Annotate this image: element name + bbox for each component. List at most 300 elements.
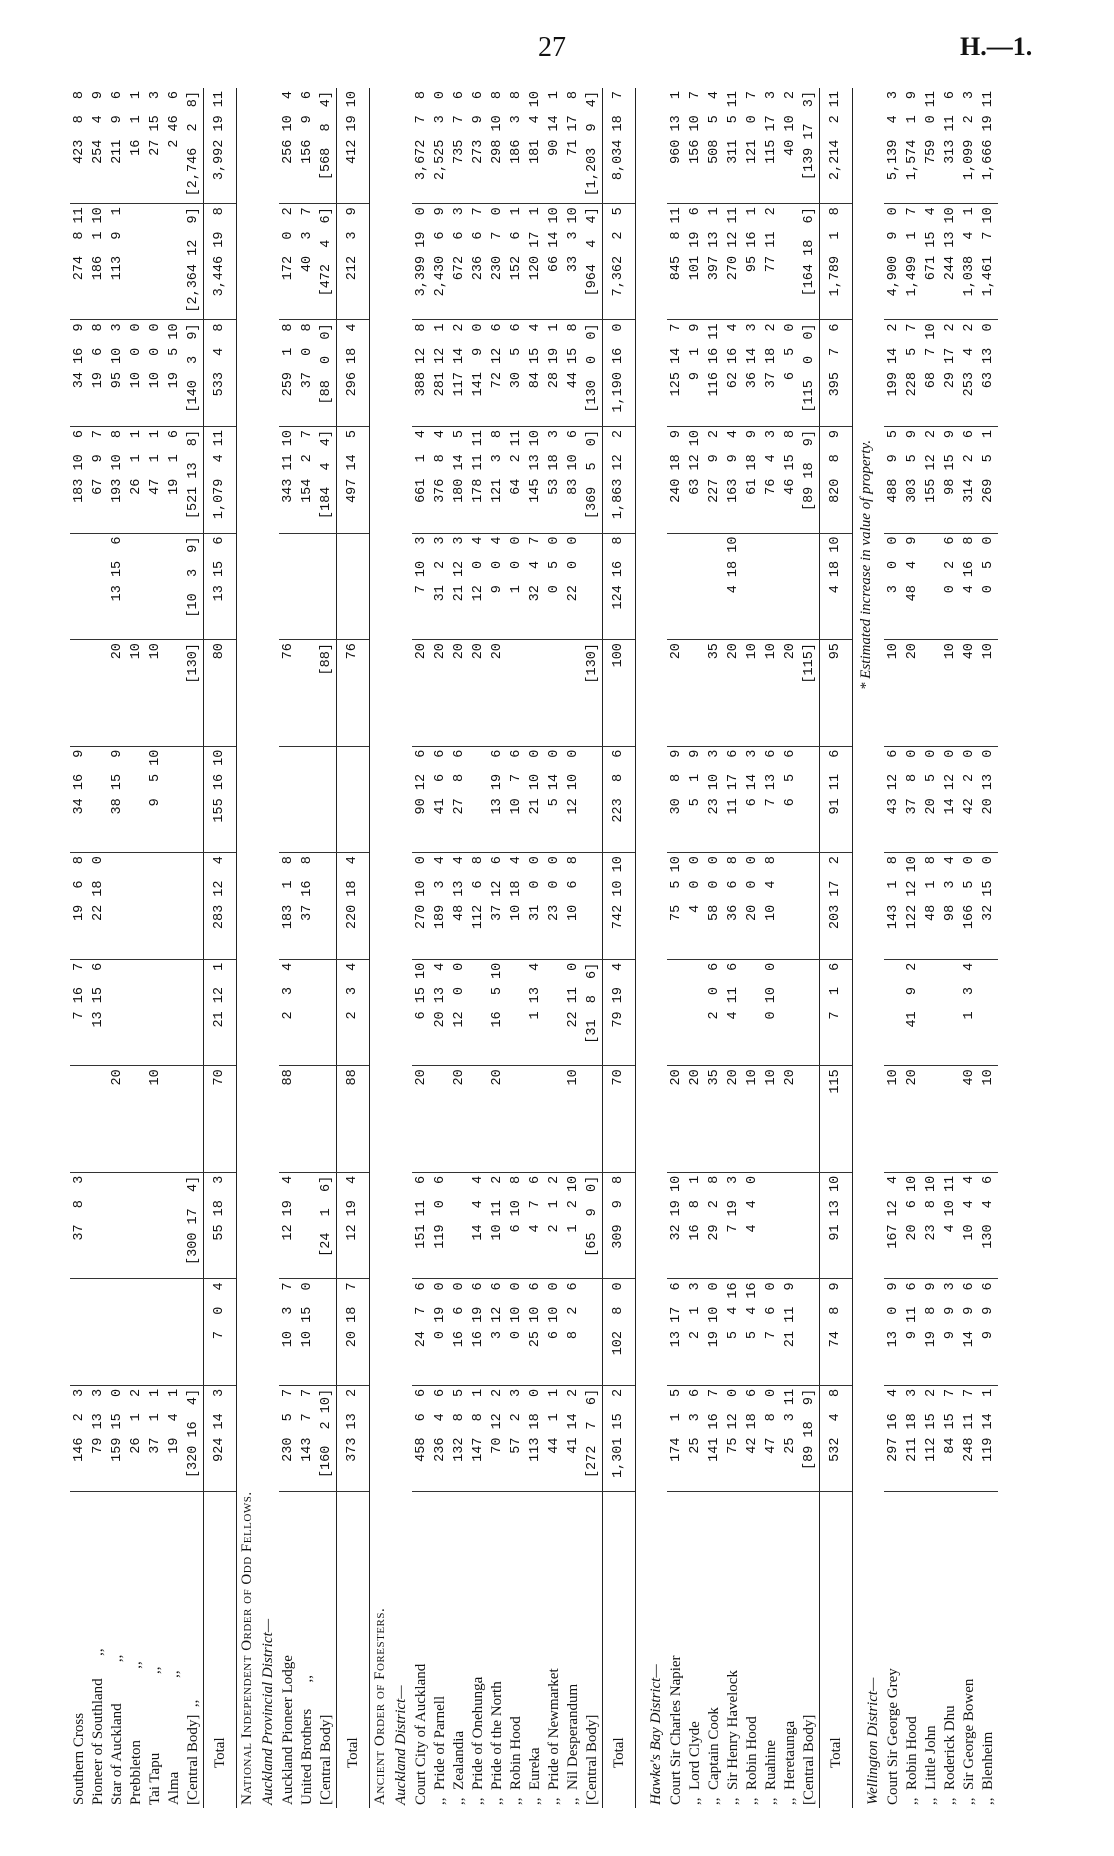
table-cell: 373 13 2 bbox=[337, 1385, 370, 1492]
table-row bbox=[960, 88, 979, 1808]
table-cell: 423 8 8 bbox=[70, 88, 89, 204]
table-cell: 9 11 6 bbox=[903, 1279, 922, 1386]
table-cell: 388 12 8 bbox=[412, 320, 431, 427]
table-cell: 20 13 4 bbox=[431, 959, 450, 1066]
table-cell bbox=[298, 1066, 317, 1173]
table-row bbox=[564, 88, 583, 1808]
table-cell bbox=[564, 640, 583, 747]
row-label: [Central Body] bbox=[801, 1714, 817, 1805]
table-cell: 270 10 0 bbox=[412, 853, 431, 960]
table-cell: 458 6 6 bbox=[412, 1385, 431, 1492]
table-cell: 10 4 8 bbox=[762, 853, 781, 960]
total-row bbox=[204, 88, 237, 1808]
table-cell bbox=[146, 959, 165, 1066]
table-cell: 55 18 3 bbox=[204, 1172, 237, 1279]
table-cell bbox=[469, 746, 488, 853]
table-cell bbox=[317, 959, 337, 1066]
table-cell bbox=[89, 746, 108, 853]
table-cell bbox=[184, 959, 204, 1066]
table-cell: 36 6 8 bbox=[724, 853, 743, 960]
row-label: ,, Heretaunga bbox=[782, 1720, 798, 1805]
row-label: Tai Tapu ,, bbox=[147, 1666, 163, 1805]
table-cell: [272 7 6] bbox=[583, 1385, 603, 1492]
table-row bbox=[762, 88, 781, 1808]
table-cell bbox=[743, 959, 762, 1066]
table-cell: 159 15 0 bbox=[108, 1385, 127, 1492]
table-cell: 311 5 11 bbox=[724, 88, 743, 204]
table-cell: 11 17 6 bbox=[724, 746, 743, 853]
table-cell: 20 bbox=[412, 640, 431, 747]
table-cell: 32 4 7 bbox=[526, 533, 545, 640]
table-cell: 532 4 8 bbox=[820, 1385, 853, 1492]
table-cell: 0 5 0 bbox=[545, 533, 564, 640]
table-cell: 274 8 11 bbox=[70, 204, 89, 320]
table-cell: 20 bbox=[903, 1066, 922, 1173]
table-cell: 0 5 0 bbox=[979, 533, 998, 640]
row-label: ,, Zealandia bbox=[451, 1730, 467, 1805]
table-cell: 37 0 8 bbox=[298, 320, 317, 427]
table-cell: 7 6 0 bbox=[762, 1279, 781, 1386]
table-cell bbox=[279, 746, 298, 853]
table-cell: 115 bbox=[820, 1066, 853, 1173]
table-cell: 273 9 6 bbox=[469, 88, 488, 204]
table-cell: [140 3 9] bbox=[184, 320, 204, 427]
table-cell: 102 8 0 bbox=[603, 1279, 636, 1386]
table-cell: 19 10 0 bbox=[705, 1279, 724, 1386]
table-cell: 672 6 3 bbox=[450, 204, 469, 320]
table-row bbox=[583, 88, 603, 1808]
table-cell bbox=[545, 959, 564, 1066]
table-cell: 29 17 2 bbox=[941, 320, 960, 427]
table-cell: 21 12 1 bbox=[204, 959, 237, 1066]
table-cell: 95 10 3 bbox=[108, 320, 127, 427]
table-cell bbox=[667, 959, 686, 1066]
table-cell: 57 2 3 bbox=[507, 1385, 526, 1492]
table-cell: 44 15 8 bbox=[564, 320, 583, 427]
table-cell: 211 18 3 bbox=[903, 1385, 922, 1492]
table-cell: 283 12 4 bbox=[204, 853, 237, 960]
table-cell: 41 9 2 bbox=[903, 959, 922, 1066]
table-cell bbox=[800, 1279, 820, 1386]
table-cell: 90 14 1 bbox=[545, 88, 564, 204]
table-cell: 21 10 0 bbox=[526, 746, 545, 853]
table-cell bbox=[545, 640, 564, 747]
table-cell: 14 12 0 bbox=[941, 746, 960, 853]
table-row bbox=[450, 88, 469, 1808]
table-cell: 309 9 8 bbox=[603, 1172, 636, 1279]
table-cell bbox=[184, 1066, 204, 1173]
table-cell: 40 bbox=[960, 640, 979, 747]
table-cell: 143 7 7 bbox=[298, 1385, 317, 1492]
table-cell: [88] bbox=[317, 640, 337, 747]
table-cell: 116 16 11 bbox=[705, 320, 724, 427]
table-cell: 40 bbox=[960, 1066, 979, 1173]
table-cell: 10 bbox=[564, 1066, 583, 1173]
table-cell: 735 7 6 bbox=[450, 88, 469, 204]
table-cell: 125 14 7 bbox=[667, 320, 686, 427]
row-label: ,, Little John bbox=[923, 1725, 939, 1805]
table-cell bbox=[165, 746, 184, 853]
table-cell: 71 17 8 bbox=[564, 88, 583, 204]
table-cell: 20 bbox=[108, 1066, 127, 1173]
table-cell: 4 16 8 bbox=[960, 533, 979, 640]
table-cell: 155 16 10 bbox=[204, 746, 237, 853]
table-cell: 13 17 6 bbox=[667, 1279, 686, 1386]
table-cell: 254 4 9 bbox=[89, 88, 108, 204]
table-row bbox=[431, 88, 450, 1808]
table-cell: 10 bbox=[146, 640, 165, 747]
table-cell bbox=[298, 640, 317, 747]
table-cell: 10 15 0 bbox=[298, 1279, 317, 1386]
table-cell: 0 19 0 bbox=[431, 1279, 450, 1386]
table-cell: 30 5 6 bbox=[507, 320, 526, 427]
table-cell: 84 15 7 bbox=[941, 1385, 960, 1492]
table-cell bbox=[70, 533, 89, 640]
row-label: Total bbox=[204, 1492, 237, 1808]
table-cell: 33 3 10 bbox=[564, 204, 583, 320]
subsection-heading-row bbox=[258, 88, 279, 1808]
row-label: Alma ,, bbox=[166, 1670, 182, 1805]
table-cell: 244 13 10 bbox=[941, 204, 960, 320]
table-cell: 35 bbox=[705, 1066, 724, 1173]
table-cell: 7 13 6 bbox=[762, 746, 781, 853]
table-cell: 47 8 0 bbox=[762, 1385, 781, 1492]
table-cell: 10 bbox=[743, 1066, 762, 1173]
table-row bbox=[412, 88, 431, 1808]
table-cell: 20 6 10 bbox=[903, 1172, 922, 1279]
table-cell: 230 5 7 bbox=[279, 1385, 298, 1492]
row-label: Total bbox=[337, 1492, 370, 1808]
table-cell: 20 bbox=[667, 640, 686, 747]
table-cell: 4 0 0 bbox=[686, 853, 705, 960]
table-cell: 6 10 8 bbox=[507, 1172, 526, 1279]
row-label: ,, Sir George Bowen bbox=[961, 1678, 977, 1805]
table-cell bbox=[165, 1066, 184, 1173]
table-cell: 46 15 8 bbox=[781, 427, 800, 534]
table-cell bbox=[743, 533, 762, 640]
row-label: Southern Cross bbox=[71, 1712, 87, 1805]
table-cell: 14 9 6 bbox=[960, 1279, 979, 1386]
table-cell: 227 9 2 bbox=[705, 427, 724, 534]
table-cell: 12 0 4 bbox=[469, 533, 488, 640]
table-cell: 31 2 3 bbox=[431, 533, 450, 640]
table-cell: 13 19 6 bbox=[488, 746, 507, 853]
table-cell: 53 18 3 bbox=[545, 427, 564, 534]
table-cell: 1,099 2 3 bbox=[960, 88, 979, 204]
table-cell bbox=[108, 1279, 127, 1386]
table-cell bbox=[89, 1172, 108, 1279]
table-cell bbox=[686, 533, 705, 640]
table-cell: 1,666 19 11 bbox=[979, 88, 998, 204]
table-cell: 8 2 6 bbox=[564, 1279, 583, 1386]
table-cell bbox=[583, 853, 603, 960]
table-cell: 1,079 4 11 bbox=[204, 427, 237, 534]
table-cell: 163 9 4 bbox=[724, 427, 743, 534]
friendly-societies-table bbox=[70, 88, 998, 1808]
table-cell bbox=[127, 1172, 146, 1279]
table-cell: 10 bbox=[884, 640, 903, 747]
table-cell: 0 2 6 bbox=[941, 533, 960, 640]
table-cell: 240 18 9 bbox=[667, 427, 686, 534]
table-cell: 186 3 8 bbox=[507, 88, 526, 204]
table-row bbox=[781, 88, 800, 1808]
table-cell bbox=[800, 853, 820, 960]
table-cell: 41 6 6 bbox=[431, 746, 450, 853]
table-cell: 26 1 2 bbox=[127, 1385, 146, 1492]
table-cell: 2 3 4 bbox=[337, 959, 370, 1066]
table-cell: 130 4 6 bbox=[979, 1172, 998, 1279]
table-cell bbox=[165, 533, 184, 640]
table-cell: 119 0 6 bbox=[431, 1172, 450, 1279]
table-cell bbox=[184, 853, 204, 960]
table-cell bbox=[941, 1066, 960, 1173]
table-cell bbox=[800, 1066, 820, 1173]
table-cell bbox=[70, 640, 89, 747]
subsection-heading-row bbox=[863, 88, 884, 1808]
table-cell: 269 5 1 bbox=[979, 427, 998, 534]
table-cell: 14 4 4 bbox=[469, 1172, 488, 1279]
table-cell: 7 0 4 bbox=[204, 1279, 237, 1386]
table-cell: [130 0 0] bbox=[583, 320, 603, 427]
table-cell: 5 14 0 bbox=[545, 746, 564, 853]
table-cell: 29 2 8 bbox=[705, 1172, 724, 1279]
table-cell: 10 18 4 bbox=[507, 853, 526, 960]
row-label: [Central Body] bbox=[584, 1714, 600, 1805]
table-cell bbox=[583, 533, 603, 640]
table-cell: 1 13 4 bbox=[526, 959, 545, 1066]
table-cell: [24 1 6] bbox=[317, 1172, 337, 1279]
row-label: Prebbleton ,, bbox=[128, 1661, 144, 1805]
table-row bbox=[526, 88, 545, 1808]
table-cell: 121 3 8 bbox=[488, 427, 507, 534]
row-label: United Brothers ,, bbox=[299, 1675, 315, 1805]
table-cell bbox=[89, 640, 108, 747]
table-cell bbox=[781, 959, 800, 1066]
table-row bbox=[743, 88, 762, 1808]
table-cell: 9 9 3 bbox=[941, 1279, 960, 1386]
table-cell: 37 8 0 bbox=[903, 746, 922, 853]
table-cell: 19 6 8 bbox=[70, 853, 89, 960]
table-cell bbox=[686, 640, 705, 747]
section-heading-row bbox=[237, 88, 259, 1808]
table-cell: 10 bbox=[127, 640, 146, 747]
table-cell: 47 1 1 bbox=[146, 427, 165, 534]
table-cell: 10 4 4 bbox=[960, 1172, 979, 1279]
table-cell bbox=[146, 853, 165, 960]
table-cell: 113 9 1 bbox=[108, 204, 127, 320]
table-cell: 36 14 3 bbox=[743, 320, 762, 427]
table-row bbox=[184, 88, 204, 1808]
table-cell: 1,190 16 0 bbox=[603, 320, 636, 427]
page-header bbox=[0, 28, 1114, 68]
table-cell bbox=[667, 533, 686, 640]
table-cell: 31 0 0 bbox=[526, 853, 545, 960]
table-cell bbox=[165, 1279, 184, 1386]
table-cell: 156 9 6 bbox=[298, 88, 317, 204]
table-cell: 12 10 0 bbox=[564, 746, 583, 853]
table-row bbox=[884, 88, 903, 1808]
table-cell: [139 17 3] bbox=[800, 88, 820, 204]
table-cell: 4 11 6 bbox=[724, 959, 743, 1066]
table-cell: 113 18 0 bbox=[526, 1385, 545, 1492]
table-cell bbox=[108, 853, 127, 960]
table-cell bbox=[127, 746, 146, 853]
table-row bbox=[705, 88, 724, 1808]
table-cell: 7 1 6 bbox=[820, 959, 853, 1066]
table-cell bbox=[317, 1066, 337, 1173]
table-cell: 412 19 10 bbox=[337, 88, 370, 204]
table-cell: 34 16 9 bbox=[70, 320, 89, 427]
table-cell: 152 6 1 bbox=[507, 204, 526, 320]
section-heading-row bbox=[370, 88, 392, 1808]
table-cell: 22 0 0 bbox=[564, 533, 583, 640]
table-cell: 4 10 11 bbox=[941, 1172, 960, 1279]
row-label: ,, Pride of Onehunga bbox=[470, 1676, 486, 1805]
table-cell: [10 3 9] bbox=[184, 533, 204, 640]
table-cell: 76 4 3 bbox=[762, 427, 781, 534]
table-cell: 90 12 6 bbox=[412, 746, 431, 853]
table-cell: 16 1 1 bbox=[127, 88, 146, 204]
table-cell: 228 5 7 bbox=[903, 320, 922, 427]
table-cell: 23 0 0 bbox=[545, 853, 564, 960]
table-cell: 76 bbox=[337, 640, 370, 747]
table-cell bbox=[298, 959, 317, 1066]
table-cell: 25 3 11 bbox=[781, 1385, 800, 1492]
table-cell bbox=[781, 204, 800, 320]
row-label: [Central Body] bbox=[318, 1714, 334, 1805]
row-label: ,, Eureka bbox=[527, 1747, 543, 1805]
table-cell: [89 18 9] bbox=[800, 1385, 820, 1492]
table-cell: 256 10 4 bbox=[279, 88, 298, 204]
table-cell: 281 12 1 bbox=[431, 320, 450, 427]
table-cell: 20 bbox=[724, 640, 743, 747]
table-cell bbox=[89, 1279, 108, 1386]
table-cell: 27 8 6 bbox=[450, 746, 469, 853]
row-label: ,, Nil Desperandum bbox=[565, 1683, 581, 1805]
table-cell bbox=[583, 746, 603, 853]
table-cell: 27 15 3 bbox=[146, 88, 165, 204]
row-label: [Central Body] ,, bbox=[185, 1699, 201, 1805]
table-cell: 88 bbox=[279, 1066, 298, 1173]
table-cell bbox=[184, 1279, 204, 1386]
table-cell: 98 15 9 bbox=[941, 427, 960, 534]
table-cell: 397 13 1 bbox=[705, 204, 724, 320]
table-cell: 270 12 11 bbox=[724, 204, 743, 320]
subsection-heading: Wellington District— bbox=[865, 1677, 881, 1805]
table-cell: 298 10 8 bbox=[488, 88, 507, 204]
table-cell: 95 bbox=[820, 640, 853, 747]
table-cell: 10 6 8 bbox=[564, 853, 583, 960]
row-label: Court City of Auckland bbox=[413, 1663, 429, 1805]
table-cell: 178 11 11 bbox=[469, 427, 488, 534]
table-row bbox=[903, 88, 922, 1808]
row-label: ,, Sir Henry Havelock bbox=[725, 1670, 741, 1805]
table-cell: 77 11 2 bbox=[762, 204, 781, 320]
rotated-table-container bbox=[70, 88, 1098, 1808]
table-cell bbox=[781, 533, 800, 640]
table-cell: 2,214 2 11 bbox=[820, 88, 853, 204]
table-cell: 83 10 6 bbox=[564, 427, 583, 534]
table-cell: [1,203 9 4] bbox=[583, 88, 603, 204]
table-cell: 37 1 1 bbox=[146, 1385, 165, 1492]
table-cell: 64 2 11 bbox=[507, 427, 526, 534]
table-cell bbox=[337, 746, 370, 853]
table-cell bbox=[800, 533, 820, 640]
table-cell: 9 5 10 bbox=[146, 746, 165, 853]
table-cell: 19 4 1 bbox=[165, 1385, 184, 1492]
table-cell: 20 bbox=[488, 1066, 507, 1173]
table-cell: [472 4 6] bbox=[317, 204, 337, 320]
row-label: ,, Pride of Parnell bbox=[432, 1695, 448, 1805]
page-reference: H.—1. bbox=[960, 32, 1033, 61]
table-cell: 124 16 8 bbox=[603, 533, 636, 640]
row-label: ,, Ruahine bbox=[763, 1740, 779, 1805]
table-cell: 845 8 11 bbox=[667, 204, 686, 320]
table-cell: 16 5 10 bbox=[488, 959, 507, 1066]
table-cell bbox=[89, 533, 108, 640]
table-cell: 12 0 0 bbox=[450, 959, 469, 1066]
table-cell: 20 bbox=[450, 640, 469, 747]
table-cell: 25 3 6 bbox=[686, 1385, 705, 1492]
table-cell: 24 7 6 bbox=[412, 1279, 431, 1386]
table-row bbox=[165, 88, 184, 1808]
table-cell: [568 8 4] bbox=[317, 88, 337, 204]
total-row bbox=[337, 88, 370, 1808]
table-cell: 23 8 10 bbox=[922, 1172, 941, 1279]
table-cell: 533 4 8 bbox=[204, 320, 237, 427]
table-cell: 236 6 7 bbox=[469, 204, 488, 320]
table-cell: 146 2 3 bbox=[70, 1385, 89, 1492]
table-cell bbox=[686, 959, 705, 1066]
page-number: 27 bbox=[538, 32, 566, 63]
table-cell: 2 0 6 bbox=[705, 959, 724, 1066]
table-cell: 820 8 9 bbox=[820, 427, 853, 534]
table-cell: 9 1 9 bbox=[686, 320, 705, 427]
table-cell: 19 6 8 bbox=[89, 320, 108, 427]
row-label: Court Sir George Grey bbox=[885, 1668, 901, 1805]
table-cell: 5 1 9 bbox=[686, 746, 705, 853]
table-cell bbox=[317, 1279, 337, 1386]
table-cell: 79 19 4 bbox=[603, 959, 636, 1066]
table-cell: 3 0 0 bbox=[884, 533, 903, 640]
table-cell: 4 7 6 bbox=[526, 1172, 545, 1279]
table-cell: 16 19 6 bbox=[469, 1279, 488, 1386]
table-cell: 37 18 2 bbox=[762, 320, 781, 427]
table-row bbox=[89, 88, 108, 1808]
table-cell: 48 4 9 bbox=[903, 533, 922, 640]
table-cell: 1,574 1 9 bbox=[903, 88, 922, 204]
table-cell bbox=[941, 959, 960, 1066]
table-cell: 313 11 6 bbox=[941, 88, 960, 204]
table-cell: [2,746 2 8] bbox=[184, 88, 204, 204]
table-cell: 508 5 4 bbox=[705, 88, 724, 204]
table-cell: 75 5 10 bbox=[667, 853, 686, 960]
table-cell: 9 0 4 bbox=[488, 533, 507, 640]
table-cell bbox=[298, 746, 317, 853]
table-cell: 2,430 6 9 bbox=[431, 204, 450, 320]
table-cell: 1,499 1 7 bbox=[903, 204, 922, 320]
table-cell: 7 10 3 bbox=[412, 533, 431, 640]
table-cell: [115] bbox=[800, 640, 820, 747]
table-cell: 3,672 7 8 bbox=[412, 88, 431, 204]
table-cell bbox=[583, 1066, 603, 1173]
table-cell: 112 6 8 bbox=[469, 853, 488, 960]
table-cell: 2,525 3 0 bbox=[431, 88, 450, 204]
table-cell: 6 5 0 bbox=[781, 320, 800, 427]
table-cell: 183 1 8 bbox=[279, 853, 298, 960]
table-cell: 12 19 4 bbox=[279, 1172, 298, 1279]
table-cell: 84 15 4 bbox=[526, 320, 545, 427]
